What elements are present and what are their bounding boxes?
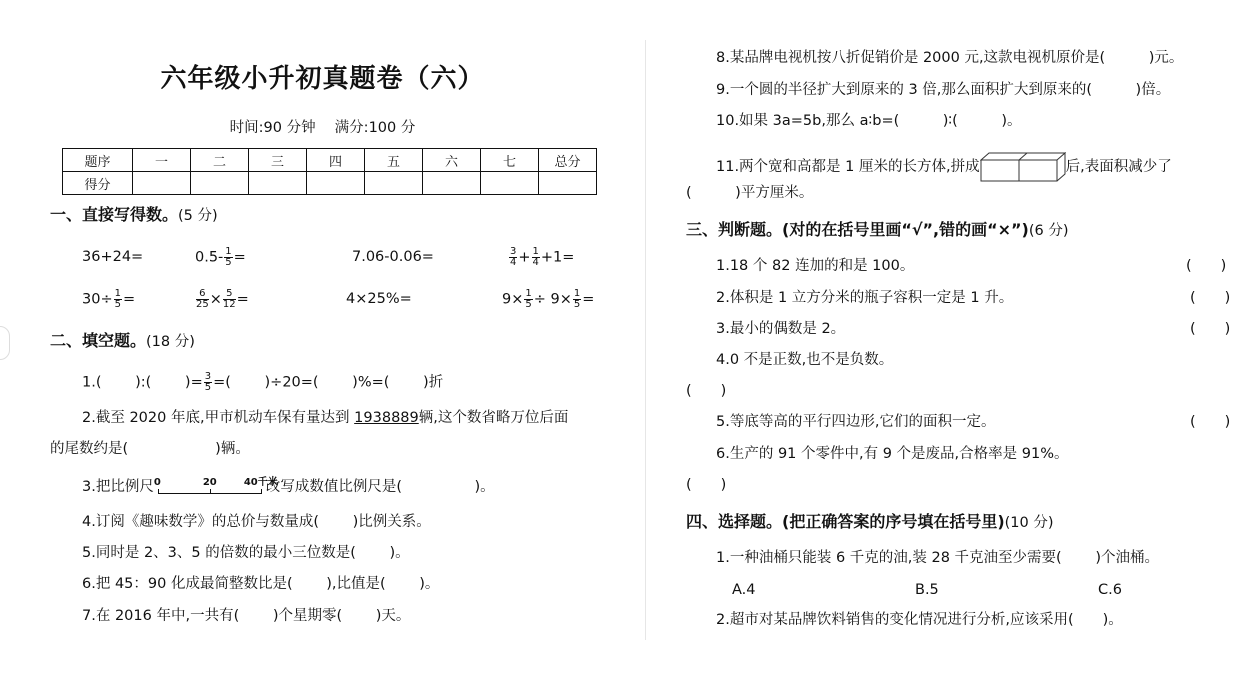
table-cell: 一 xyxy=(133,149,191,172)
score-cell[interactable] xyxy=(539,172,597,195)
expr-4: $\frac{3}{4}$ + $\frac{1}{4}$ +1= xyxy=(510,246,575,268)
answer-bracket[interactable]: ( ) xyxy=(686,383,727,399)
question-9: 9.一个圆的半径扩大到原来的 3 倍,那么面积扩大到原来的( )倍。 xyxy=(716,82,1171,98)
choice-question-2: 2.超市对某品牌饮料销售的变化情况进行分析,应该采用( )。 xyxy=(716,612,1123,628)
score-table xyxy=(62,148,597,195)
expr-1: 36+24= xyxy=(82,249,144,265)
section-heading-1: 一、直接写得数。(5 分) xyxy=(50,205,218,224)
judge-item-2: 2.体积是 1 立方分米的瓶子容积一定是 1 升。 xyxy=(716,290,1014,306)
section-heading-4: 四、选择题。(把正确答案的序号填在括号里)(10 分) xyxy=(686,512,1054,531)
table-row xyxy=(63,149,597,172)
judge-item-3: 3.最小的偶数是 2。 xyxy=(716,321,846,337)
judge-item-6: 6.生产的 91 个零件中,有 9 个是废品,合格率是 91%。 xyxy=(716,446,1069,462)
table-cell: 四 xyxy=(307,149,365,172)
expr-8: 9× $\frac{1}{5}$ ÷ 9× $\frac{1}{5}$ = xyxy=(502,288,595,310)
question-8: 8.某品牌电视机按八折促销价是 2000 元,这款电视机原价是( )元。 xyxy=(716,50,1184,66)
table-cell: 七 xyxy=(481,149,539,172)
score-cell[interactable] xyxy=(423,172,481,195)
option-a: A.4 xyxy=(732,582,756,598)
expr-7: 4×25%= xyxy=(346,291,412,307)
question-4: 4.订阅《趣味数学》的总价与数量成( )比例关系。 xyxy=(82,514,431,530)
expr-2: 0.5- $\frac{1}{5}$ = xyxy=(195,246,246,268)
answer-bracket[interactable]: ( ) xyxy=(1190,321,1231,337)
judge-item-5: 5.等底等高的平行四边形,它们的面积一定。 xyxy=(716,414,996,430)
question-5: 5.同时是 2、3、5 的倍数的最小三位数是( )。 xyxy=(82,545,410,561)
page-title: 六年级小升初真题卷（六） xyxy=(160,64,485,94)
question-6: 6.把 45：90 化成最简整数比是( ),比值是( )。 xyxy=(82,576,440,592)
section-heading-2: 二、填空题。(18 分) xyxy=(50,331,195,350)
choice-question-1: 1.一种油桶只能装 6 千克的油,装 28 千克油至少需要( )个油桶。 xyxy=(716,550,1159,566)
question-7: 7.在 2016 年中,一共有( )个星期零( )天。 xyxy=(82,608,411,624)
score-cell[interactable] xyxy=(307,172,365,195)
question-1: 1.( ):( )= $\frac{3}{5}$ =( )÷20=( )%=( )折 xyxy=(82,371,444,393)
scale-bar-figure: 0 20 40千米 xyxy=(154,477,266,497)
answer-bracket[interactable]: ( ) xyxy=(1190,414,1231,430)
option-b: B.5 xyxy=(915,582,939,598)
score-cell[interactable] xyxy=(191,172,249,195)
exam-info: 时间:90 分钟 满分:100 分 xyxy=(229,120,416,136)
table-row xyxy=(63,172,597,195)
answer-bracket[interactable]: ( ) xyxy=(1186,258,1227,274)
question-2: 2.截至 2020 年底,甲市机动车保有量达到 1938889辆,这个数省略万位后面 xyxy=(82,410,569,426)
question-2-cont: 的尾数约是( )辆。 xyxy=(50,441,250,457)
question-11: 11.两个宽和高都是 1 厘米的长方体,拼成 后,表面积减少了 xyxy=(716,152,1172,182)
expr-3: 7.06-0.06= xyxy=(352,249,434,265)
judge-item-1: 1.18 个 82 连加的和是 100。 xyxy=(716,258,915,274)
table-cell: 得分 xyxy=(63,172,133,195)
table-cell: 总分 xyxy=(539,149,597,172)
answer-bracket[interactable]: ( ) xyxy=(1190,290,1231,306)
option-c: C.6 xyxy=(1098,582,1122,598)
table-cell: 三 xyxy=(249,149,307,172)
side-handle[interactable] xyxy=(0,326,10,360)
score-cell[interactable] xyxy=(481,172,539,195)
column-divider xyxy=(645,40,646,640)
table-cell: 题序 xyxy=(63,149,133,172)
question-3: 3.把比例尺 0 20 40千米 改写成数值比例尺是( )。 xyxy=(82,477,495,495)
cuboid-figure xyxy=(980,152,1066,182)
section-heading-3: 三、判断题。(对的在括号里画“√”,错的画“×”)(6 分) xyxy=(686,220,1069,239)
score-cell[interactable] xyxy=(365,172,423,195)
question-11-cont: ( )平方厘米。 xyxy=(686,185,814,201)
score-cell[interactable] xyxy=(249,172,307,195)
table-cell: 六 xyxy=(423,149,481,172)
score-cell[interactable] xyxy=(133,172,191,195)
expr-6: $\frac{6}{25}$ × $\frac{5}{12}$ = xyxy=(196,288,249,310)
table-cell: 二 xyxy=(191,149,249,172)
judge-item-4: 4.0 不是正数,也不是负数。 xyxy=(716,352,894,368)
expr-5: 30÷ $\frac{1}{5}$ = xyxy=(82,288,136,310)
question-10: 10.如果 3a=5b,那么 a∶b=( )∶( )。 xyxy=(716,113,1022,129)
answer-bracket[interactable]: ( ) xyxy=(686,477,727,493)
table-cell: 五 xyxy=(365,149,423,172)
